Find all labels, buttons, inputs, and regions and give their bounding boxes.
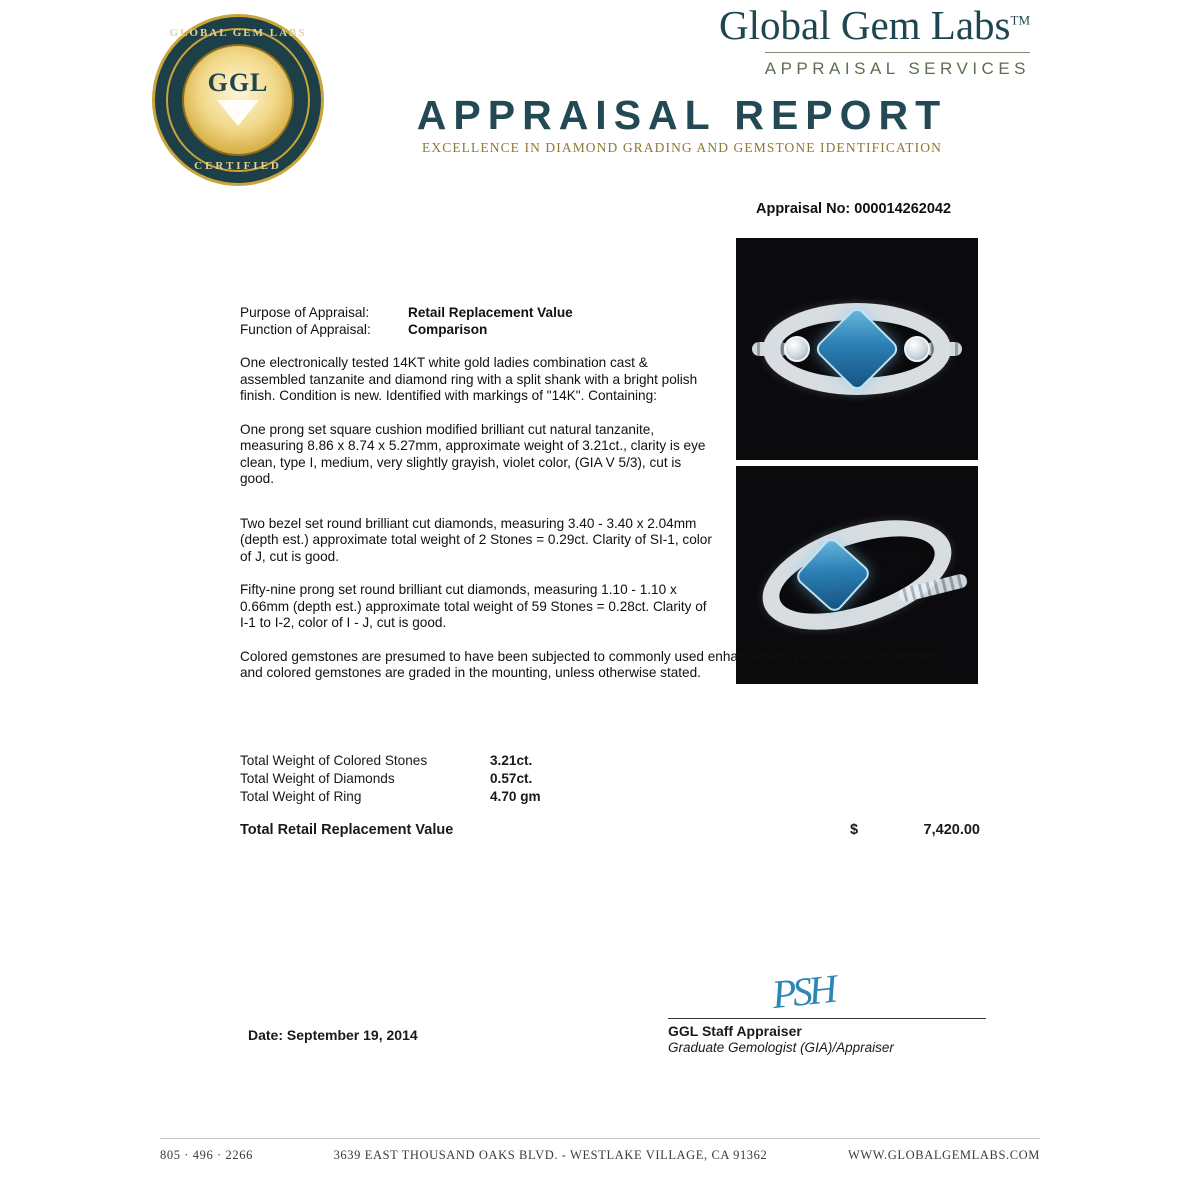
seal-bottom-text: CERTIFIED (194, 160, 282, 172)
page-title: APPRAISAL REPORT (416, 92, 948, 138)
footer-divider (160, 1138, 1040, 1139)
appraisal-body (240, 305, 941, 682)
center-stone-paragraph: One prong set square cushion modified brilliant cut natural tanzanite, measuring 8.86 x 8.74 x 5.27mm, approximate weight of 3.21ct., clarity is eye clean, type I, medium, very slightly grayish, violet color, (GIA V 5/3), cut is good. (240, 421, 706, 486)
ring-photo-front (736, 238, 978, 460)
seal-inner-disc (182, 44, 294, 156)
purpose-label: Purpose of Appraisal: (240, 305, 370, 320)
appraisal-number: Appraisal No: 000014262042 (756, 201, 952, 217)
purpose-value: Retail Replacement Value (408, 305, 573, 320)
footer-address: 3639 EAST THOUSAND OAKS BLVD. - WESTLAKE VILLAGE, CA 91362 (333, 1148, 768, 1162)
appraiser-title: GGL Staff Appraiser (668, 1023, 802, 1039)
disclaimer-paragraph: Colored gemstones are presumed to have been subjected to commonly used enhancement processes. All diamonds and colored gemstones are graded in the mounting, unless otherwise stated. (240, 648, 941, 680)
table-row (240, 752, 770, 770)
grand-total-label: Total Retail Replacement Value (240, 822, 454, 838)
report-tagline: EXCELLENCE IN DIAMOND GRADING AND GEMSTONE IDENTIFICATION (422, 140, 942, 155)
seal-monogram: GGL (207, 68, 269, 97)
table-row (240, 788, 770, 806)
function-label: Function of Appraisal: (240, 321, 371, 337)
grand-total-value: 7,420.00 (923, 822, 980, 838)
ring-photos (736, 238, 978, 690)
brand-block (340, 4, 1030, 79)
total-diamonds-label: Total Weight of Diamonds (240, 771, 395, 786)
footer-website[interactable]: WWW.GLOBALGEMLABS.COM (848, 1148, 1040, 1162)
diamond-icon (217, 100, 259, 126)
grand-total-amount (850, 822, 980, 838)
page-footer (0, 1148, 1200, 1163)
grand-total-row (240, 822, 980, 838)
function-value: Comparison (408, 321, 488, 337)
brand-name (340, 4, 1030, 47)
function-row (240, 322, 715, 339)
bezel-diamond-left (784, 336, 810, 362)
footer-phone: 805 · 496 · 2266 (160, 1148, 253, 1162)
description-paragraph: One electronically tested 14KT white gold ladies combination cast & assembled tanzanite and diamond ring with a split shank with a bright polish finish. Condition is new. Identified with markings of "14K". Containing: (240, 355, 698, 403)
seal-top-text: GLOBAL GEM LABS (169, 27, 307, 39)
currency-symbol: $ (850, 822, 859, 838)
ggl-seal-logo (152, 14, 324, 186)
total-diamonds-value: 0.57ct. (490, 771, 533, 786)
purpose-row (240, 305, 715, 322)
report-date: Date: September 19, 2014 (248, 1027, 418, 1043)
table-row (240, 770, 770, 788)
totals-table (240, 752, 770, 806)
brand-subtitle: APPRAISAL SERVICES (765, 52, 1030, 79)
total-ring-weight-label: Total Weight of Ring (240, 789, 362, 804)
appraiser-credentials: Graduate Gemologist (GIA)/Appraiser (668, 1040, 894, 1055)
report-header (0, 0, 1200, 190)
signature-line (668, 1018, 986, 1019)
total-colored-stones-label: Total Weight of Colored Stones (240, 753, 428, 768)
pave-diamonds-paragraph: Fifty-nine prong set round brilliant cut diamonds, measuring 1.10 - 1.10 x 0.66mm (depth est.) approximate total weight of 59 Stones = 0.28ct. Clarity of I-1 to I-2, color of I - J, cut is good. (240, 582, 707, 630)
trademark-symbol: TM (1010, 12, 1030, 28)
total-colored-stones-value: 3.21ct. (490, 753, 533, 768)
brand-name-text: Global Gem Labs (719, 2, 1011, 48)
bezel-diamonds-paragraph: Two bezel set round brilliant cut diamonds, measuring 3.40 - 3.40 x 2.04mm (depth est.) approximate total weight of 2 Stones = 0.29ct. Clarity of SI-1, color of J, cut is good. (240, 515, 712, 564)
total-ring-weight-value: 4.70 gm (490, 789, 541, 804)
signature-mark: PSH (769, 965, 836, 1018)
bezel-diamond-right (904, 336, 930, 362)
